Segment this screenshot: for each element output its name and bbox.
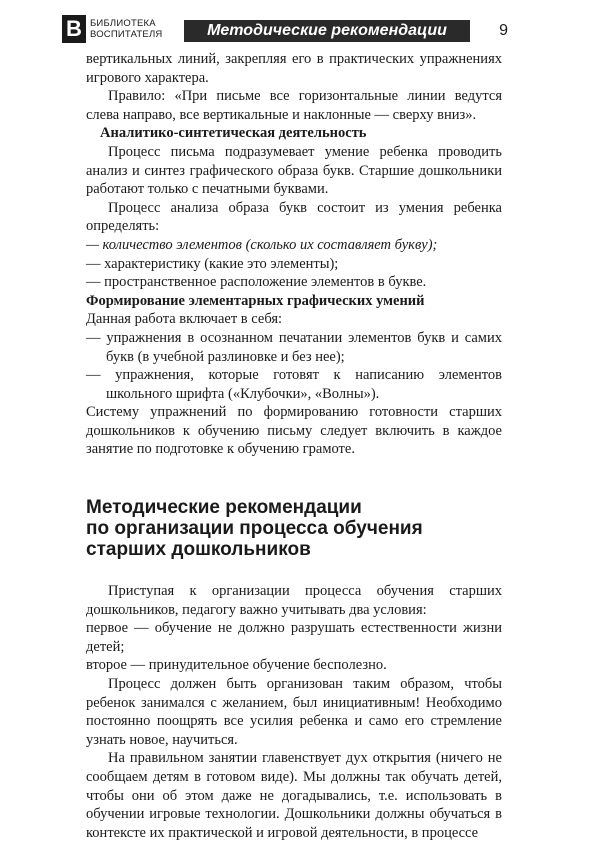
paragraph: Систему упражнений по формированию готовности старших дошкольников к обучению письму следует включить в каждое занятие по подготовке к обучению грамоте. xyxy=(86,404,502,458)
list-item: — упражнения в осознанном печатании элементов букв и самих букв (в учебной разлиновке и без нее); xyxy=(86,329,502,365)
subheading-graphic-skills: Формирование элементарных графических умений xyxy=(86,292,425,309)
series-logo xyxy=(62,14,184,44)
subheading-analysis: Аналитико-синтетическая деятельность xyxy=(100,125,367,142)
heading-line: старших дошкольников xyxy=(86,539,311,561)
header-title: Методические рекомендации xyxy=(184,20,470,42)
list-item: — пространственное расположение элементов в букве. xyxy=(86,274,427,291)
section-heading xyxy=(86,497,502,560)
paragraph: Процесс письма подразумевает умение ребенка проводить анализ и синтез графического образа букв. Старшие дошкольники работают только с печатными буквами. xyxy=(86,143,502,198)
running-header xyxy=(62,14,508,44)
list-item: — характеристику (какие это элементы); xyxy=(86,255,339,272)
page-content xyxy=(86,50,502,842)
paragraph: Процесс должен быть организован таким образом, чтобы ребенок занимался с желанием, был инициативным! Необходимо постоянно поощрять все усилия ребенка и само его стремление узнать новое, научиться. xyxy=(86,676,502,748)
paragraph: Процесс анализа образа букв состоит из умения ребенка определять: xyxy=(86,199,502,235)
logo-line-1: БИБЛИОТЕКА xyxy=(90,18,156,29)
heading-line: Методические рекомендации xyxy=(86,497,362,519)
paragraph: первое — обучение не должно разрушать естественности жизни детей; xyxy=(86,620,502,655)
paragraph-rule: Правило: «При письме все горизонтальные линии ведутся слева направо, все вертикальные и наклонные — сверху вниз». xyxy=(86,88,502,123)
paragraph: вертикальных линий, закрепляя его в практических упражнениях игрового характера. xyxy=(86,51,502,86)
paragraph: На правильном занятии главенствует дух открытия (ничего не сообщаем детям в готовом виде). Мы должны так обучать детей, чтобы они об этом даже не догадывались, т.е. использовать в обучении игровые технологии. Дошкольники должны обучаться в контексте их практической и игровой деятельности, в процессе xyxy=(86,750,502,841)
logo-letter: В xyxy=(62,15,86,43)
list-item: — упражнения, которые готовят к написанию элементов школьного шрифта («Клубочки», «Волны»). xyxy=(86,367,502,402)
logo-text xyxy=(90,18,162,40)
logo-line-2: ВОСПИТАТЕЛЯ xyxy=(90,29,163,40)
heading-line: по организации процесса обучения xyxy=(86,518,423,540)
page-number: 9 xyxy=(499,22,508,39)
paragraph: Приступая к организации процесса обучения старших дошкольников, педагогу важно учитывать два условия: xyxy=(86,583,502,618)
list-item: — количество элементов (сколько их составляет букву); xyxy=(86,236,438,253)
paragraph: Данная работа включает в себя: xyxy=(86,311,283,328)
paragraph: второе — принудительное обучение бесполезно. xyxy=(86,657,387,674)
